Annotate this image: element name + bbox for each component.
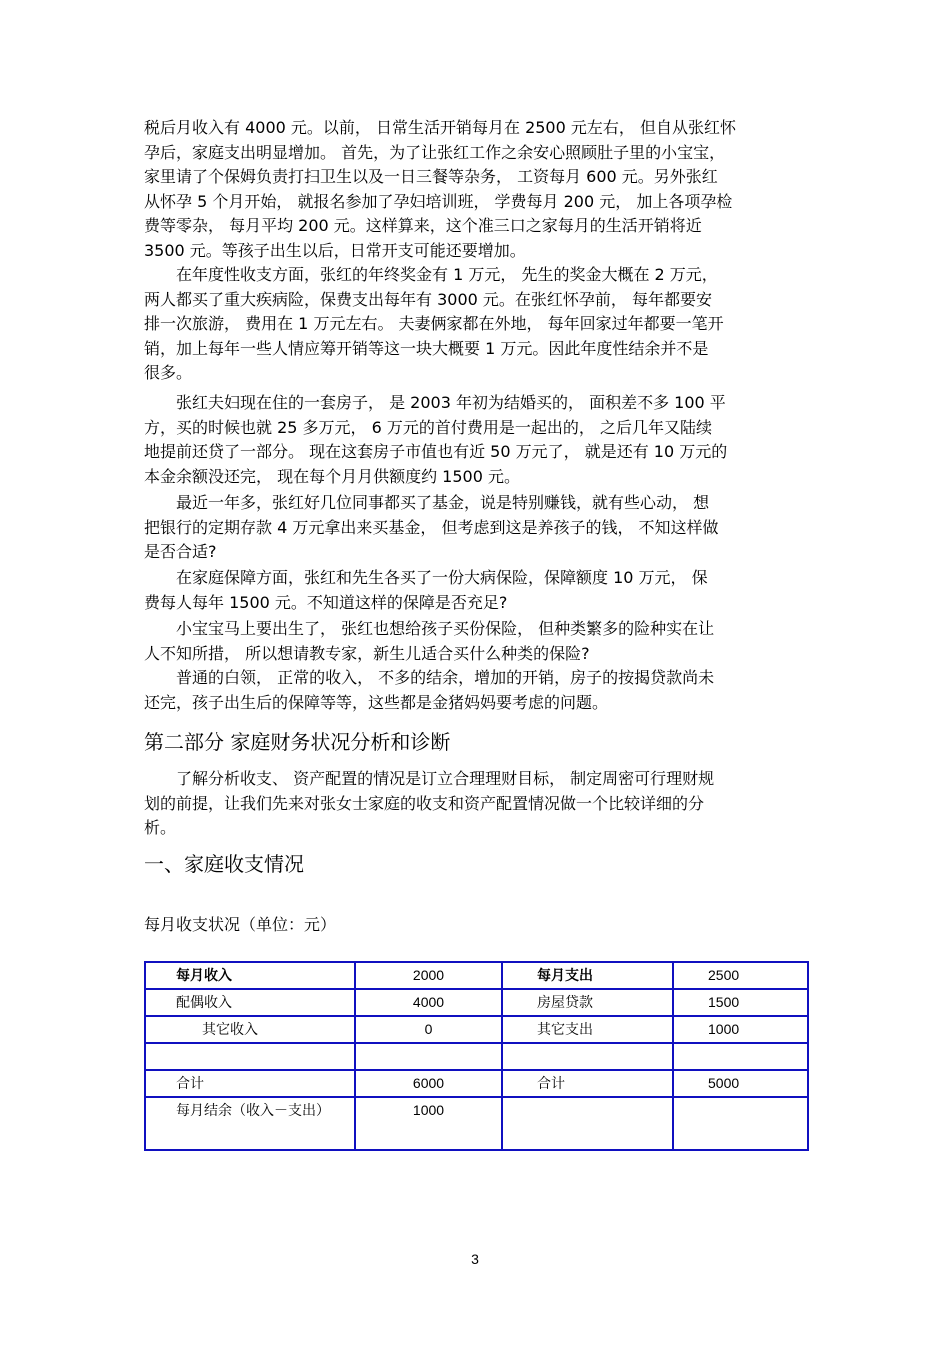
text-line: 把银行的定期存款 4 万元拿出来买基金， 但考虑到这是养孩子的钱， 不知这样做 xyxy=(144,517,719,537)
text-line: 小宝宝马上要出生了， 张红也想给孩子买份保险， 但种类繁多的险种实在让 xyxy=(144,619,715,638)
expense-label: 每月支出 xyxy=(502,962,673,989)
text-line: 最近一年多，张红好几位同事都买了基金，说是特别赚钱，就有些心动， 想 xyxy=(144,493,710,512)
income-value: 0 xyxy=(355,1016,502,1043)
balance-value: 1000 xyxy=(355,1097,502,1150)
page-number: 3 xyxy=(471,1251,479,1267)
text-line: 了解分析收支、 资产配置的情况是订立合理理财目标， 制定周密可行理财规 xyxy=(144,769,715,788)
text-line: 方，买的时候也就 25 多万元， 6 万元的首付费用是一起出的， 之后几年又陆续 xyxy=(144,417,712,437)
text-line: 很多。 xyxy=(144,363,193,382)
text-line: 3500 元。等孩子出生以后，日常开支可能还要增加。 xyxy=(144,240,526,260)
income-value: 4000 xyxy=(355,989,502,1016)
text-line: 销，加上每年一些人情应筹开销等这一块大概要 1 万元。因此年度性结余并不是 xyxy=(144,338,709,358)
paragraph-monthly-expenses xyxy=(144,116,809,263)
text-line: 地提前还贷了一部分。 现在这套房子市值也有近 50 万元了， 就是还有 10 万元的 xyxy=(144,442,728,461)
text-line: 张红夫妇现在住的一套房子， 是 2003 年初为结婚买的， 面积差不多 100 平 xyxy=(144,393,726,412)
paragraph-annual-finances xyxy=(144,263,809,386)
text-line: 费等零杂， 每月平均 200 元。这样算来，这个准三口之家每月的生活开销将近 xyxy=(144,216,702,235)
paragraph-baby-insurance xyxy=(144,617,809,666)
income-label: 配偶收入 xyxy=(145,989,355,1016)
income-label: 每月收入 xyxy=(145,962,355,989)
text-line: 家里请了个保姆负责打扫卫生以及一日三餐等杂务， 工资每月 600 元。另外张红 xyxy=(144,167,718,186)
text-line: 费每人每年 1500 元。不知道这样的保障是否充足? xyxy=(144,592,508,612)
income-value: 2000 xyxy=(355,962,502,989)
text-line: 从怀孕 5 个月开始， 就报名参加了孕妇培训班， 学费每月 200 元， 加上各项孕检 xyxy=(144,191,733,211)
text-line: 孕后，家庭支出明显增加。 首先，为了让张红工作之余安心照顾肚子里的小宝宝， xyxy=(144,142,726,162)
section-heading: 一、家庭收支情况 xyxy=(144,852,304,876)
income-expense-table xyxy=(144,961,809,1151)
income-total-value: 6000 xyxy=(355,1070,502,1097)
text-line: 人不知所措， 所以想请教专家，新生儿适合买什么种类的保险? xyxy=(144,643,590,663)
part-heading: 第二部分 家庭财务状况分析和诊断 xyxy=(144,730,451,754)
text-line: 在家庭保障方面，张红和先生各买了一份大病保险，保障额度 10 万元， 保 xyxy=(144,568,708,587)
text-line: 排一次旅游， 费用在 1 万元左右。 夫妻俩家都在外地， 每年回家过年都要一笔开 xyxy=(144,314,724,333)
text-line: 本金余额没还完， 现在每个月月供额度约 1500 元。 xyxy=(144,466,520,486)
table-row xyxy=(145,989,808,1016)
paragraph-house xyxy=(144,391,809,489)
expense-label: 其它支出 xyxy=(502,1016,673,1043)
table-caption: 每月收支状况（单位：元） xyxy=(144,915,337,934)
paragraph-analysis xyxy=(144,767,809,841)
paragraph-insurance xyxy=(144,566,809,615)
income-value xyxy=(355,1043,502,1070)
paragraph-summary xyxy=(144,666,809,715)
text-line: 在年度性收支方面，张红的年终奖金有 1 万元， 先生的奖金大概在 2 万元， xyxy=(144,265,718,284)
text-line: 两人都买了重大疾病险，保费支出每年有 3000 元。在张红怀孕前， 每年都要安 xyxy=(144,289,712,309)
expense-value xyxy=(673,1097,808,1150)
expense-label xyxy=(502,1043,673,1070)
paragraph-funds xyxy=(144,491,809,565)
expense-value: 1500 xyxy=(673,989,808,1016)
text-line: 还完，孩子出生后的保障等等，这些都是金猪妈妈要考虑的问题。 xyxy=(144,692,609,712)
text-line: 是否合适? xyxy=(144,542,217,561)
expense-value xyxy=(673,1043,808,1070)
income-total-label: 合计 xyxy=(145,1070,355,1097)
table-row xyxy=(145,1070,808,1097)
expense-total-value: 5000 xyxy=(673,1070,808,1097)
expense-value: 2500 xyxy=(673,962,808,989)
balance-label: 每月结余（收入－支出） xyxy=(145,1097,355,1150)
text-line: 税后月收入有 4000 元。以前， 日常生活开销每月在 2500 元左右， 但自从张红怀 xyxy=(144,118,736,137)
income-label: 其它收入 xyxy=(145,1016,355,1043)
table-row xyxy=(145,1016,808,1043)
table-row xyxy=(145,1043,808,1070)
expense-total-label: 合计 xyxy=(502,1070,673,1097)
table-row xyxy=(145,962,808,989)
table-row xyxy=(145,1097,808,1150)
text-line: 划的前提，让我们先来对张女士家庭的收支和资产配置情况做一个比较详细的分 xyxy=(144,793,705,813)
expense-value: 1000 xyxy=(673,1016,808,1043)
text-line: 析。 xyxy=(144,818,177,837)
expense-label xyxy=(502,1097,673,1150)
income-label xyxy=(145,1043,355,1070)
expense-label: 房屋贷款 xyxy=(502,989,673,1016)
text-line: 普通的白领， 正常的收入， 不多的结余，增加的开销，房子的按揭贷款尚未 xyxy=(144,668,715,687)
